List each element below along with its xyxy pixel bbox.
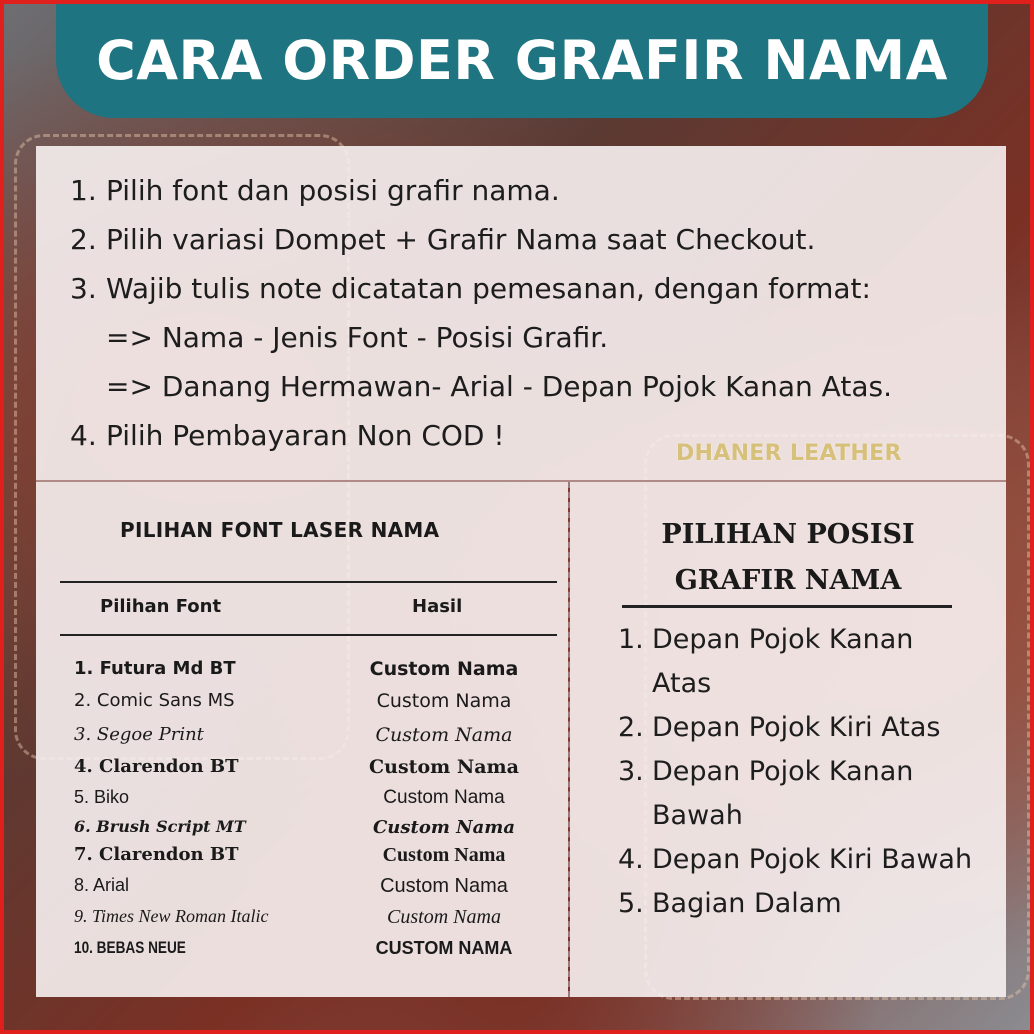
font-name: 6. Brush Script MT (74, 817, 246, 836)
font-name: 9. Times New Roman Italic (74, 906, 269, 926)
step-text: Pilih font dan posisi grafir nama. (106, 174, 560, 207)
font-name: 10. BEBAS NEUE (74, 938, 186, 957)
table-rule-header (60, 634, 557, 636)
font-result: Custom Nama (375, 724, 513, 746)
font-result: Custom Nama (387, 906, 501, 928)
page-title: CARA ORDER GRAFIR NAMA (96, 28, 948, 92)
position-text: Depan Pojok Kanan Bawah (652, 756, 914, 831)
font-result: Custom Nama (382, 844, 506, 866)
step-text: Wajib tulis note dicatatan pemesanan, dengan format: (106, 272, 871, 305)
position-text: Depan Pojok Kiri Atas (652, 712, 941, 743)
step-item (70, 264, 892, 313)
position-number: 2. (618, 712, 644, 743)
font-row (74, 756, 544, 786)
font-result: Custom Nama (376, 690, 512, 712)
font-row (74, 690, 544, 720)
font-row (74, 724, 544, 754)
step-number: 4. (70, 419, 97, 452)
position-number: 3. (618, 756, 644, 787)
font-row (74, 875, 544, 905)
title-banner (56, 4, 988, 118)
position-item (618, 838, 978, 882)
position-number: 1. (618, 624, 644, 655)
position-number: 5. (618, 888, 644, 919)
column-header-result: Hasil (412, 596, 463, 617)
font-result: Custom Nama (369, 658, 519, 680)
position-item (618, 618, 978, 706)
font-name: 5. Biko (74, 787, 130, 807)
font-row (74, 906, 544, 936)
position-number: 4. (618, 844, 644, 875)
font-name: 2. Comic Sans MS (74, 690, 235, 711)
font-name: 3. Segoe Print (74, 724, 204, 745)
brand-watermark: DHANER LEATHER (676, 441, 902, 466)
step-number: 1. (70, 174, 97, 207)
position-item (618, 882, 978, 926)
font-name: 7. Clarendon BT (74, 844, 239, 865)
position-text: Depan Pojok Kanan Atas (652, 624, 914, 699)
step-item (70, 166, 892, 215)
font-row (74, 938, 544, 968)
position-item (618, 750, 978, 838)
format-line: => Nama - Jenis Font - Posisi Grafir. (106, 321, 609, 354)
position-text: Bagian Dalam (652, 888, 842, 919)
step-number: 3. (70, 272, 97, 305)
positions-section-title (570, 512, 1006, 604)
font-result: Custom Nama (369, 756, 519, 778)
format-example: => Danang Hermawan- Arial - Depan Pojok Kanan Atas. (106, 370, 892, 403)
font-row (74, 817, 544, 847)
font-result: Custom Nama (380, 875, 508, 897)
font-result: Custom Nama (372, 817, 515, 838)
table-rule-top (60, 581, 557, 583)
font-name: 1. Futura Md BT (74, 658, 236, 679)
font-result: Custom Nama (383, 787, 505, 808)
order-steps (70, 166, 892, 460)
column-header-font: Pilihan Font (100, 596, 222, 617)
step-text: Pilih Pembayaran Non COD ! (106, 419, 505, 452)
step-text: Pilih variasi Dompet + Grafir Nama saat Checkout. (106, 223, 816, 256)
section-divider (36, 480, 1006, 482)
position-text: Depan Pojok Kiri Bawah (652, 844, 973, 875)
position-item (618, 706, 978, 750)
font-row (74, 844, 544, 874)
positions-title-rule (622, 605, 952, 608)
font-result: CUSTOM NAMA (375, 938, 513, 958)
font-name: 8. Arial (74, 875, 130, 895)
font-name: 4. Clarendon BT (74, 756, 239, 777)
positions-title-line: PILIHAN POSISI (661, 519, 915, 550)
step-item (70, 215, 892, 264)
fonts-section-title: PILIHAN FONT LASER NAMA (120, 518, 440, 542)
font-row (74, 787, 544, 817)
positions-list (618, 618, 978, 926)
font-row (74, 658, 544, 688)
positions-title-line: GRAFIR NAMA (674, 565, 902, 596)
step-number: 2. (70, 223, 97, 256)
